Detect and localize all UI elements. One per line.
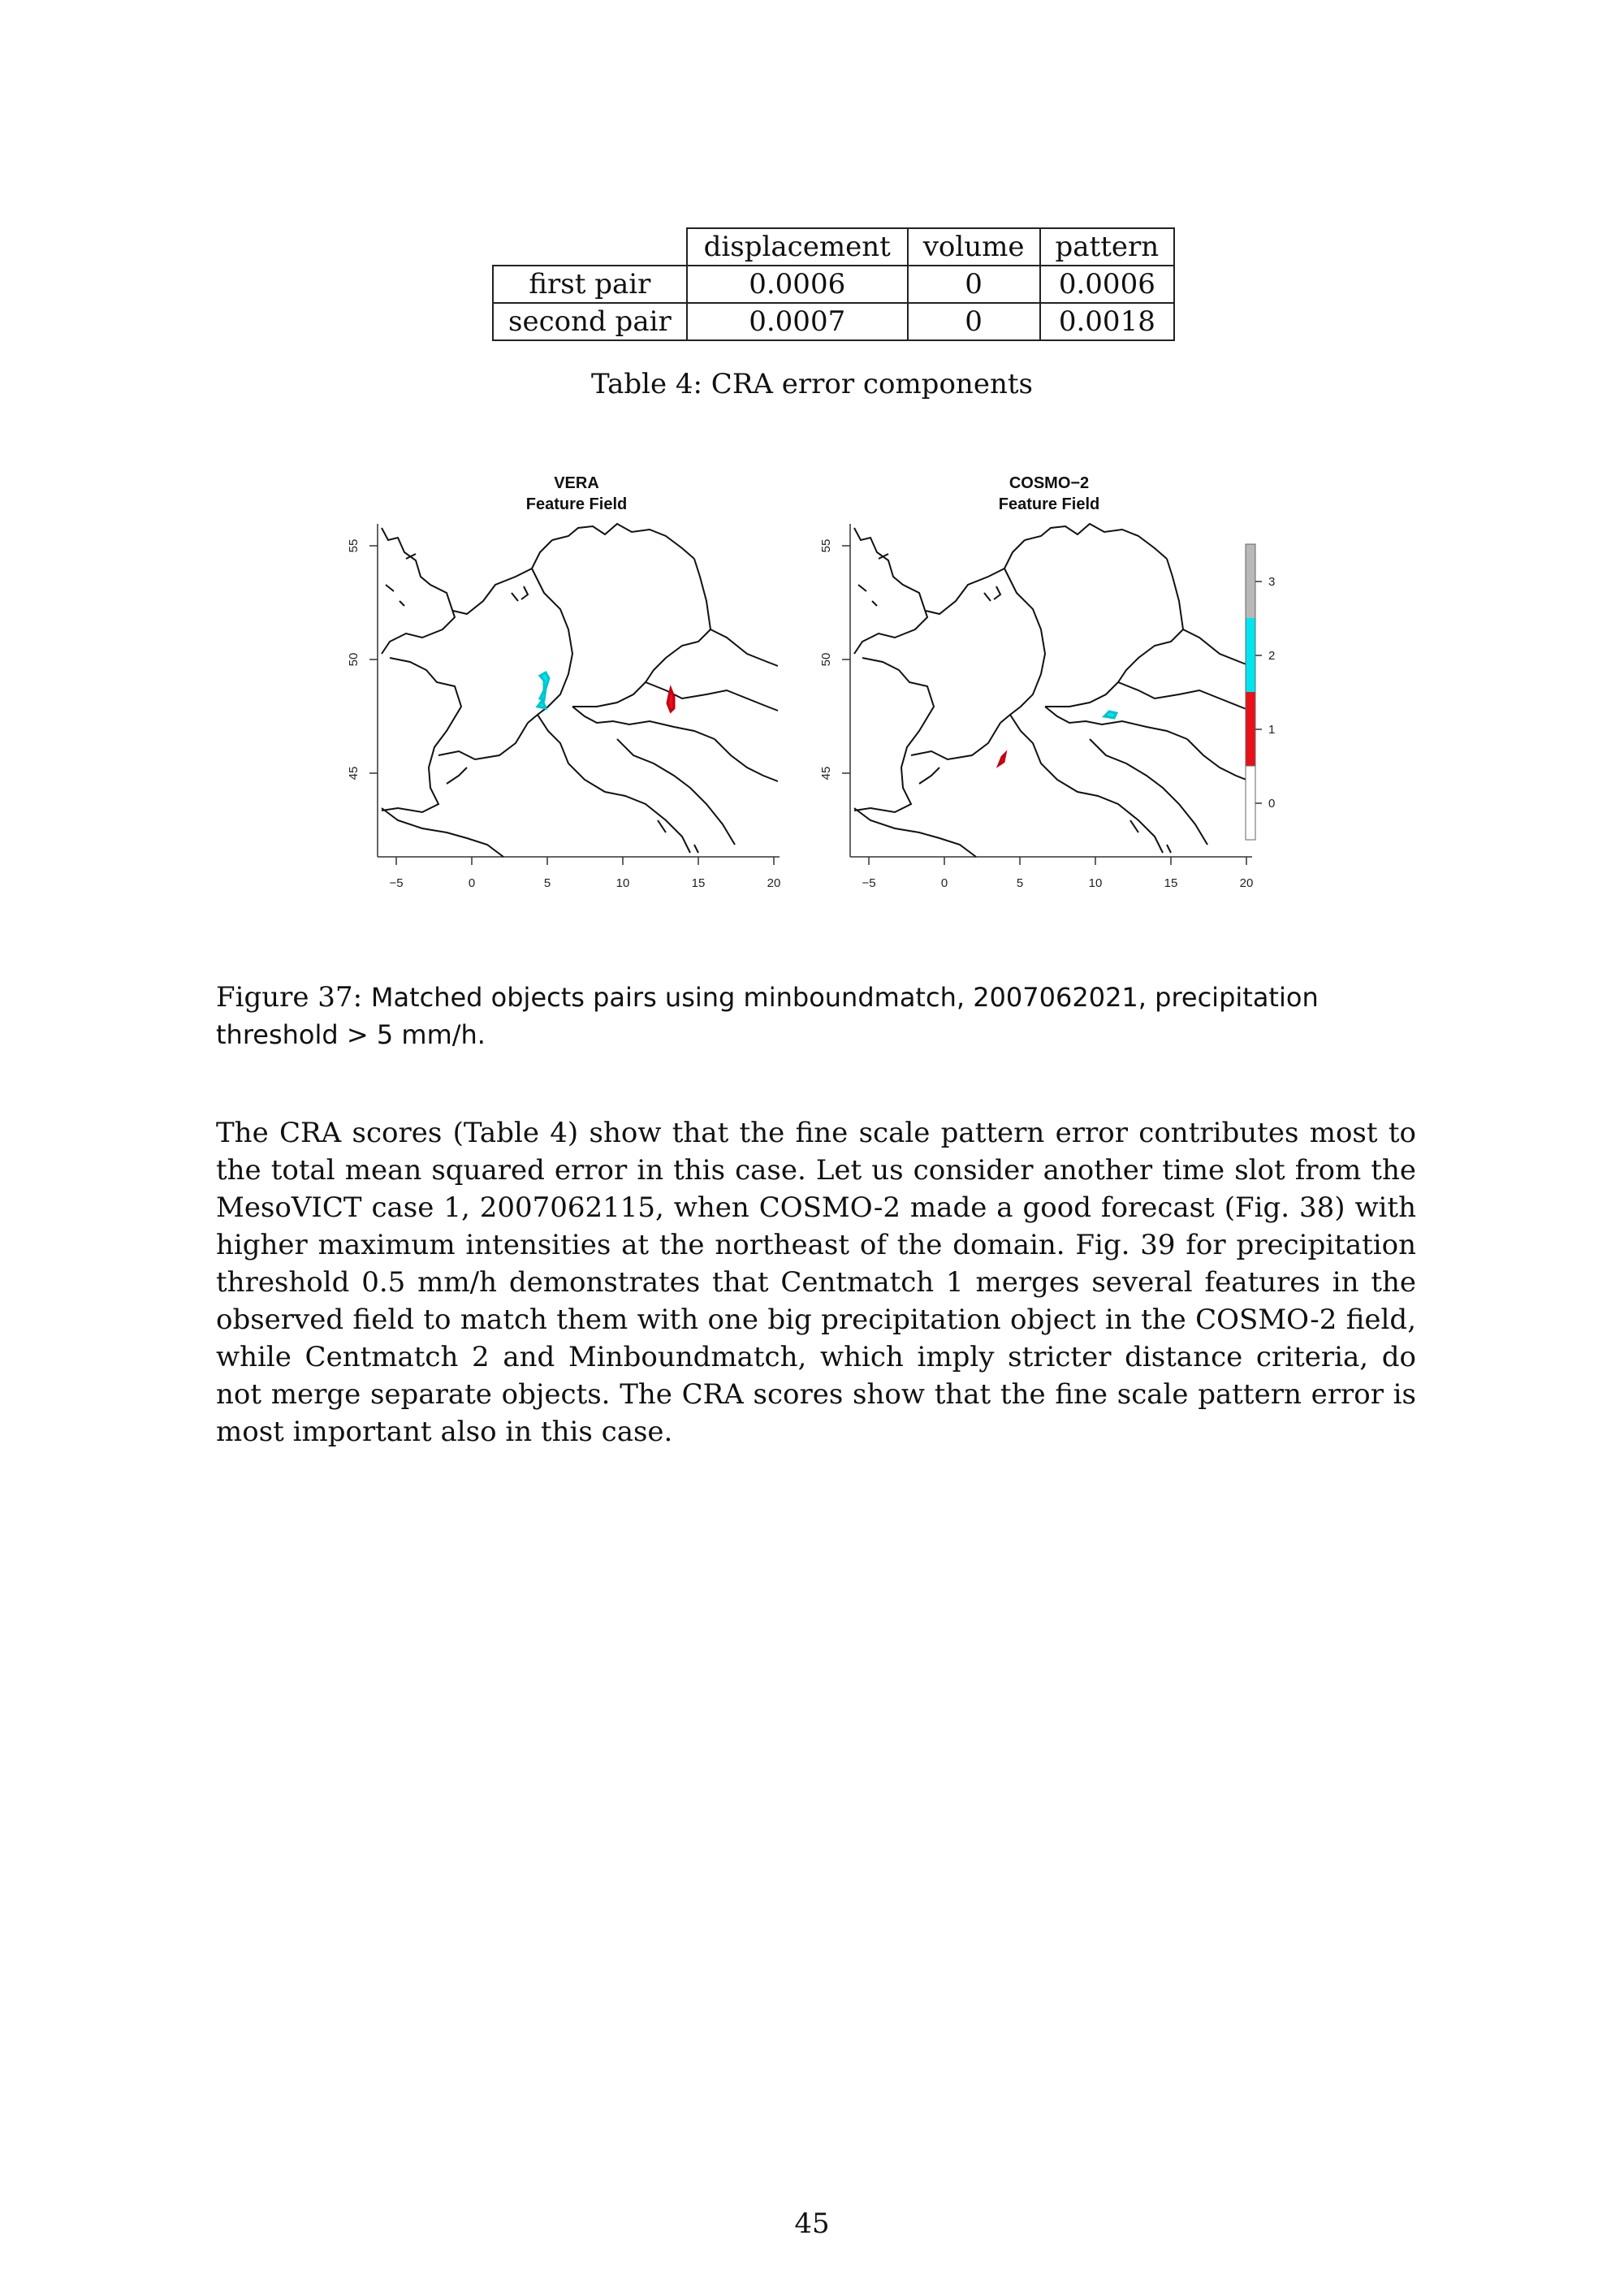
cyan-feature-object [1104, 711, 1116, 718]
legend-tick-label: 2 [1268, 649, 1276, 663]
body-paragraph: The CRA scores (Table 4) show that the fine scale pattern error contributes most to the total mean squared error in this case. Let us consider another time slot from the MesoVICT case 1, 2007062115, when COSMO-2 made a good forecast (Fig. 38) with higher maximum intensities at the northeast of the domain. Fig. 39 for precipitation threshold 0.5 mm/h demonstrates that Centmatch 1 merges several features in the observed field to match them with one big precipitation object in the COSMO-2 field, while Centmatch 2 and Minboundmatch, which imply stricter distance criteria, do not merge separate objects. The CRA scores show that the fine scale pattern error is most important also in this case. [216, 1117, 1416, 1448]
legend-tick-label: 1 [1268, 723, 1276, 737]
x-tick-label: −5 [862, 876, 876, 890]
table-caption: Table 4: CRA error components [591, 368, 1033, 400]
x-tick-label: 15 [691, 876, 706, 890]
figure-caption-label: Figure 37: [216, 981, 363, 1014]
legend-tick-label: 3 [1268, 575, 1276, 589]
page-number: 45 [794, 2207, 830, 2240]
x-tick-label: 5 [1016, 876, 1024, 890]
coastline-outline [382, 524, 778, 857]
table-header-row [493, 228, 1174, 266]
x-tick-label: 0 [468, 876, 476, 890]
y-tick-label: 45 [347, 766, 361, 780]
table-row [493, 266, 1174, 303]
table-header-cell: displacement [687, 228, 908, 266]
table-cell: first pair [493, 266, 687, 303]
table-cell: second pair [493, 303, 687, 340]
table-cell: 0 [908, 266, 1040, 303]
map-title-line2: Feature Field [525, 495, 628, 513]
coastline-outline [854, 524, 1250, 857]
red-feature-object [999, 754, 1005, 765]
x-tick-label: 15 [1164, 876, 1178, 890]
x-tick-label: 10 [1088, 876, 1103, 890]
map-title-line2: Feature Field [998, 495, 1100, 513]
figure-37 [325, 463, 1299, 902]
table-cell: 0.0018 [1040, 303, 1175, 340]
legend-tick-label: 0 [1268, 797, 1276, 811]
cyan-feature-object [540, 672, 549, 700]
x-tick-label: 20 [767, 876, 781, 890]
table-cell: 0.0007 [687, 303, 908, 340]
table-header-cell [493, 228, 687, 266]
map-panel-vera [347, 524, 780, 890]
x-tick-label: 5 [543, 876, 551, 890]
table-cell: 0 [908, 303, 1040, 340]
x-tick-label: 10 [615, 876, 630, 890]
figure-caption-text: Matched objects pairs using minboundmatch, 2007062021, precipitation threshold > 5 mm/h. [216, 982, 1319, 1050]
legend-colorbar [1246, 544, 1275, 840]
table-cell: 0.0006 [1040, 266, 1175, 303]
map-panel-cosmo [819, 524, 1275, 890]
y-tick-label: 55 [347, 538, 361, 553]
figure-caption [216, 979, 1416, 1053]
table-cell: 0.0006 [687, 266, 908, 303]
feature-field-maps [325, 463, 1299, 902]
y-tick-label: 50 [819, 652, 833, 667]
table-header-cell: pattern [1040, 228, 1175, 266]
x-tick-label: −5 [389, 876, 404, 890]
y-tick-label: 55 [819, 538, 833, 553]
cra-error-table [492, 227, 1175, 341]
y-tick-label: 50 [347, 652, 361, 667]
table-header-cell: volume [908, 228, 1040, 266]
map-title-line1: COSMO−2 [1009, 474, 1090, 492]
x-tick-label: 20 [1239, 876, 1254, 890]
map-title-line1: VERA [554, 474, 599, 492]
table-row [493, 303, 1174, 340]
y-tick-label: 45 [819, 766, 833, 780]
x-tick-label: 0 [940, 876, 948, 890]
